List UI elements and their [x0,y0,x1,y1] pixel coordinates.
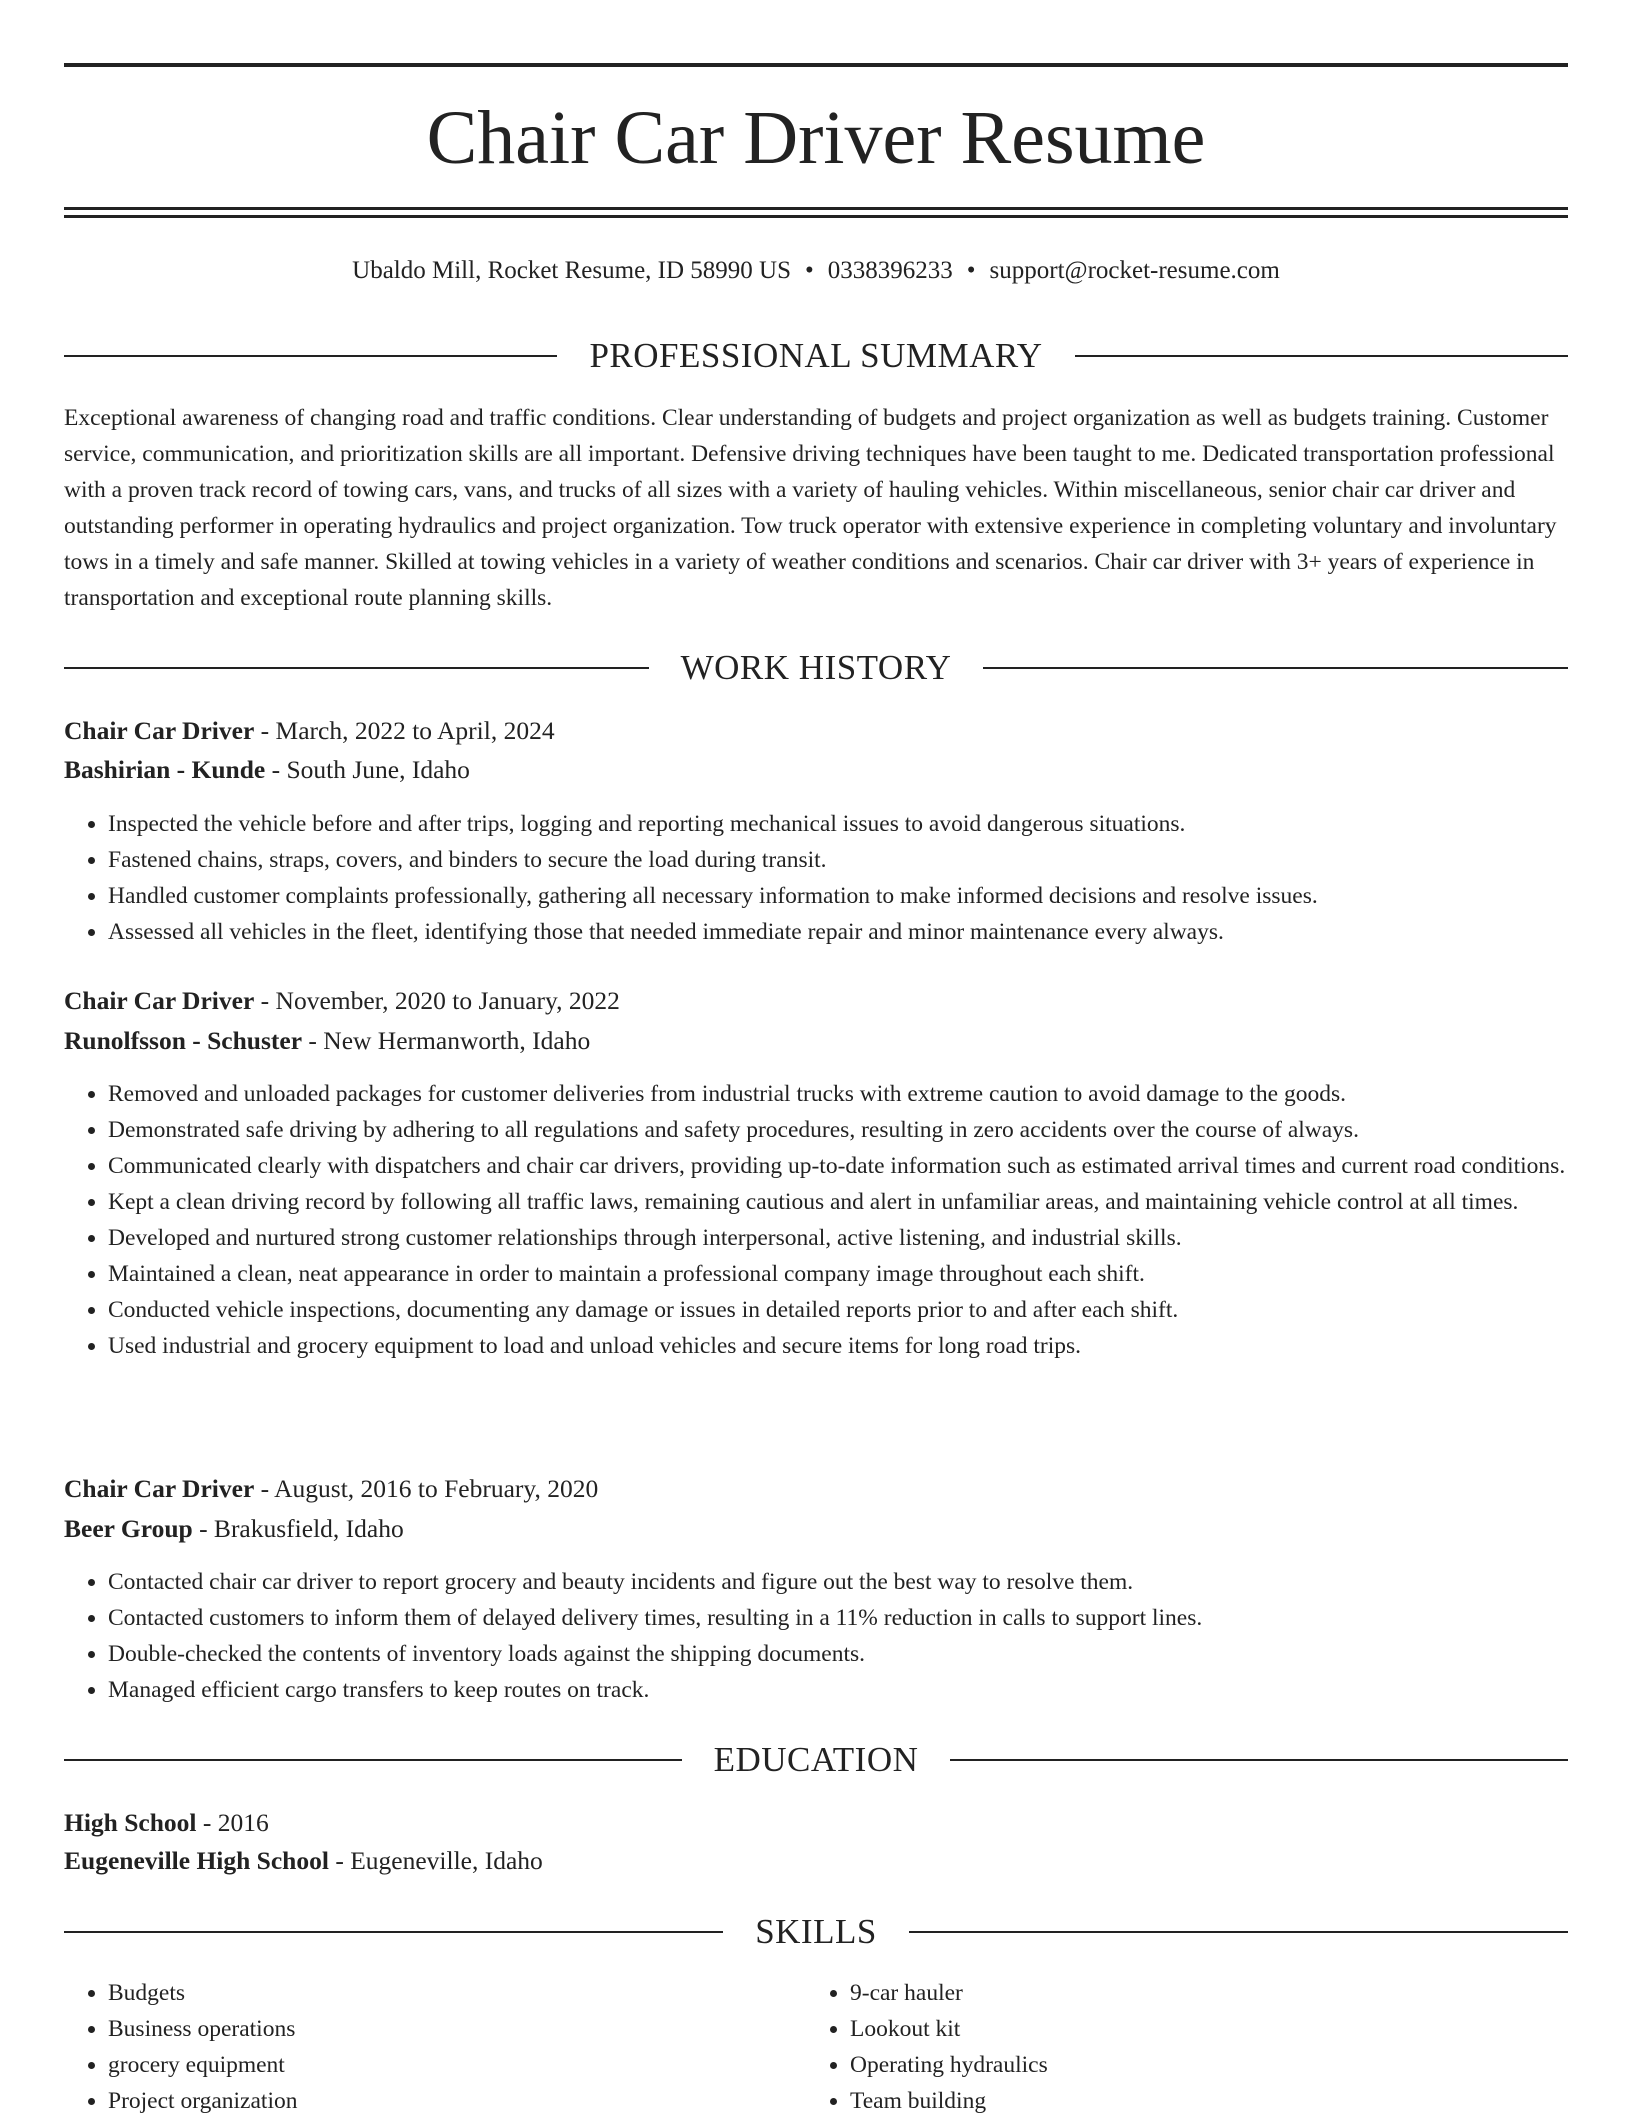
job-title-line [64,1471,1568,1507]
section-rule [64,1759,682,1761]
list-item: • Removed and unloaded packages for customer deliveries from industrial trucks with extreme caution to avoid damage to the goods. [108,1076,1568,1112]
job-title: Chair Car Driver [64,716,255,745]
contact-separator: • [805,257,814,284]
job-company-line [64,1511,1568,1547]
list-item: • Developed and nurtured strong customer relationships through interpersonal, active listening, and industrial skills. [108,1220,1568,1256]
list-item: • Budgets [108,1975,804,2011]
job-dates: - August, 2016 to February, 2020 [254,1474,599,1503]
education-year: - 2016 [196,1808,269,1837]
section-rule [1075,355,1568,357]
job-dates: - November, 2020 to January, 2022 [254,986,620,1015]
list-item: • Inspected the vehicle before and after trips, logging and reporting mechanical issues to avoid dangerous situations. [108,806,1568,842]
list-item: • Project organization [108,2083,804,2119]
section-title: PROFESSIONAL SUMMARY [589,336,1043,375]
contact-phone: 0338396233 [827,257,953,284]
section-rule [64,667,649,669]
job-bullets [64,1076,1568,1364]
list-item: • Demonstrated safe driving by adhering to all regulations and safety procedures, resulting in zero accidents over the course of always. [108,1112,1568,1148]
list-item: • Operating hydraulics [850,2047,1546,2083]
section-rule [983,667,1568,669]
job-company: Runolfsson - Schuster [64,1026,303,1055]
contact-separator: • [966,257,976,284]
section-header-education [64,1738,1568,1782]
list-item: • Kept a clean driving record by following all traffic laws, remaining cautious and alert in unfamiliar areas, and maintaining vehicle control at all times. [108,1184,1568,1220]
contact-address: Ubaldo Mill, Rocket Resume, ID 58990 US [352,257,792,284]
list-item: • Assessed all vehicles in the fleet, identifying those that needed immediate repair and minor maintenance every always. [108,914,1568,950]
section-rule [909,1931,1568,1933]
top-rule [64,63,1568,67]
list-item: • 9-car hauler [850,1975,1546,2011]
section-header-work-history [64,646,1568,690]
list-item: • Team building [850,2083,1546,2119]
job-title: Chair Car Driver [64,986,255,1015]
list-item: • Contacted customers to inform them of delayed delivery times, resulting in a 11% reduction in calls to support lines. [108,1600,1568,1636]
skills-list-right [806,1975,1546,2119]
list-item: • Fastened chains, straps, covers, and binders to secure the load during transit. [108,842,1568,878]
education-school: Eugeneville High School [64,1846,329,1875]
list-item: • Business operations [108,2011,804,2047]
list-item: • Maintained a clean, neat appearance in order to maintain a professional company image throughout each shift. [108,1256,1568,1292]
section-title: SKILLS [755,1912,877,1951]
title-rule-lower [64,215,1568,218]
job-location: - Brakusfield, Idaho [192,1514,404,1543]
job-company: Beer Group [64,1514,193,1543]
job-location: - New Hermanworth, Idaho [302,1026,591,1055]
job-company-line [64,1023,1568,1059]
section-rule [950,1759,1568,1761]
contact-email: support@rocket-resume.com [989,257,1280,284]
education-location: - Eugeneville, Idaho [328,1846,543,1875]
education-degree-line [64,1805,1568,1841]
section-title: WORK HISTORY [680,648,952,687]
section-title: EDUCATION [713,1740,919,1779]
list-item: • Communicated clearly with dispatchers and chair car drivers, providing up-to-date information such as estimated arrival times and current road conditions. [108,1148,1568,1184]
list-item: • Conducted vehicle inspections, documenting any damage or issues in detailed reports prior to and after each shift. [108,1292,1568,1328]
job-title-line [64,983,1568,1019]
section-header-skills [64,1910,1568,1954]
education-degree: High School [64,1808,197,1837]
list-item: • Double-checked the contents of inventory loads against the shipping documents. [108,1636,1568,1672]
job-bullets [64,1564,1568,1708]
job-bullets [64,806,1568,950]
title-rule-upper [64,207,1568,210]
section-rule [64,1931,723,1933]
section-header-summary [64,334,1568,378]
section-rule [64,355,557,357]
summary-text: Exceptional awareness of changing road and traffic conditions. Clear understanding of budgets and project organization as well as budgets training. Customer service, communication, and prioritization skills are all important. Defensive driving techniques have been taught to me. Dedicated transportation professional with a proven track record of towing cars, vans, and trucks of all sizes with a variety of hauling vehicles. Within miscellaneous, senior chair car driver and outstanding performer in operating hydraulics and project organization. Tow truck operator with extensive experience in completing voluntary and involuntary tows in a timely and safe manner. Skilled at towing vehicles in a variety of weather conditions and scenarios. Chair car driver with 3+ years of experience in transportation and exceptional route planning skills. [64,405,1557,611]
job-title-line [64,713,1568,749]
job-company: Bashirian - Kunde [64,755,266,784]
job-company-line [64,752,1568,788]
list-item: • Used industrial and grocery equipment to load and unload vehicles and secure items for long road trips. [108,1328,1568,1364]
list-item: • Contacted chair car driver to report grocery and beauty incidents and figure out the best way to resolve them. [108,1564,1568,1600]
list-item: • grocery equipment [108,2047,804,2083]
job-location: - South June, Idaho [265,755,470,784]
job-title: Chair Car Driver [64,1474,255,1503]
list-item: • Handled customer complaints professionally, gathering all necessary information to make informed decisions and resolve issues. [108,878,1568,914]
list-item: • Managed efficient cargo transfers to keep routes on track. [108,1672,1568,1708]
contact-line [64,254,1568,288]
list-item: • Lookout kit [850,2011,1546,2047]
job-dates: - March, 2022 to April, 2024 [254,716,555,745]
page-title: Chair Car Driver Resume [426,96,1206,180]
education-school-line [64,1843,1568,1879]
skills-list-left [64,1975,804,2119]
